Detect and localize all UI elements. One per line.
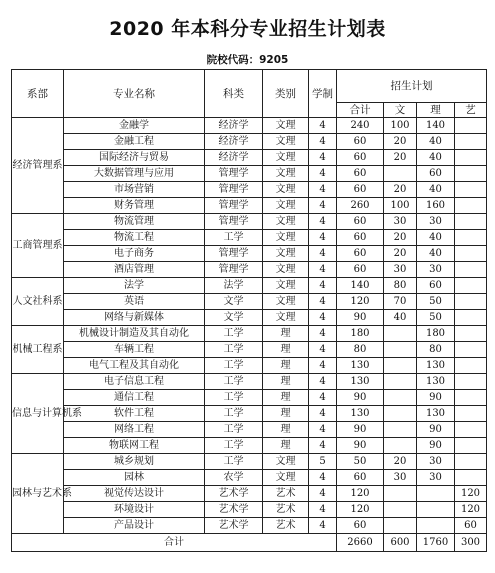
category-cell: 管理学 [205, 214, 263, 230]
type-cell: 艺术 [263, 502, 309, 518]
science-cell: 180 [417, 326, 455, 342]
length-cell: 4 [309, 150, 337, 166]
science-cell: 50 [417, 310, 455, 326]
length-cell: 4 [309, 182, 337, 198]
art-cell [455, 470, 487, 486]
arts-cell [384, 518, 417, 534]
total-cell: 60 [337, 262, 384, 278]
table-row [12, 182, 487, 198]
art-cell [455, 182, 487, 198]
table-row [12, 230, 487, 246]
header-category: 科类 [205, 70, 263, 118]
art-cell [455, 134, 487, 150]
total-cell: 140 [337, 278, 384, 294]
total-cell: 130 [337, 406, 384, 422]
total-cell: 240 [337, 118, 384, 134]
length-cell: 4 [309, 502, 337, 518]
art-cell [455, 358, 487, 374]
art-cell [455, 374, 487, 390]
category-cell: 工学 [205, 230, 263, 246]
table-row [12, 518, 487, 534]
arts-cell: 30 [384, 262, 417, 278]
major-name-cell: 大数据管理与应用 [64, 166, 205, 182]
science-cell: 40 [417, 134, 455, 150]
type-cell: 文理 [263, 246, 309, 262]
total-cell: 260 [337, 198, 384, 214]
science-cell: 60 [417, 278, 455, 294]
art-cell: 120 [455, 486, 487, 502]
length-cell: 4 [309, 198, 337, 214]
arts-cell [384, 374, 417, 390]
major-name-cell: 网络工程 [64, 422, 205, 438]
department-cell: 人文社科系 [12, 278, 64, 326]
science-cell: 60 [417, 166, 455, 182]
total-cell: 120 [337, 486, 384, 502]
science-cell: 130 [417, 406, 455, 422]
length-cell: 4 [309, 230, 337, 246]
type-cell: 文理 [263, 134, 309, 150]
type-cell: 理 [263, 326, 309, 342]
arts-cell: 30 [384, 214, 417, 230]
total-cell: 130 [337, 374, 384, 390]
type-cell: 文理 [263, 118, 309, 134]
category-cell: 文学 [205, 310, 263, 326]
length-cell: 4 [309, 438, 337, 454]
major-name-cell: 市场营销 [64, 182, 205, 198]
header-plan: 招生计划 [337, 70, 487, 103]
type-cell: 文理 [263, 278, 309, 294]
arts-cell: 20 [384, 230, 417, 246]
table-row [12, 166, 487, 182]
header-total: 合计 [337, 103, 384, 118]
department-cell: 工商管理系 [12, 214, 64, 278]
science-cell: 40 [417, 182, 455, 198]
total-cell: 90 [337, 422, 384, 438]
type-cell: 文理 [263, 310, 309, 326]
art-cell [455, 326, 487, 342]
table-row [12, 438, 487, 454]
total-cell: 60 [337, 246, 384, 262]
length-cell: 4 [309, 518, 337, 534]
arts-cell: 100 [384, 198, 417, 214]
type-cell: 文理 [263, 198, 309, 214]
major-name-cell: 电气工程及其自动化 [64, 358, 205, 374]
total-cell: 60 [337, 230, 384, 246]
category-cell: 经济学 [205, 134, 263, 150]
category-cell: 工学 [205, 326, 263, 342]
total-label: 合计 [12, 534, 337, 552]
major-name-cell: 软件工程 [64, 406, 205, 422]
major-name-cell: 国际经济与贸易 [64, 150, 205, 166]
art-cell: 120 [455, 502, 487, 518]
type-cell: 文理 [263, 150, 309, 166]
category-cell: 艺术学 [205, 502, 263, 518]
science-cell: 80 [417, 342, 455, 358]
grand-total: 2660 [337, 534, 384, 552]
science-cell: 90 [417, 438, 455, 454]
science-cell: 30 [417, 470, 455, 486]
department-cell: 信息与计算机系 [12, 374, 64, 454]
total-cell: 120 [337, 502, 384, 518]
major-name-cell: 电子信息工程 [64, 374, 205, 390]
header-major: 专业名称 [64, 70, 205, 118]
major-name-cell: 视觉传达设计 [64, 486, 205, 502]
header-science: 理 [417, 103, 455, 118]
length-cell: 4 [309, 214, 337, 230]
length-cell: 4 [309, 310, 337, 326]
table-row [12, 342, 487, 358]
science-cell [417, 502, 455, 518]
arts-cell [384, 502, 417, 518]
total-cell: 50 [337, 454, 384, 470]
type-cell: 文理 [263, 454, 309, 470]
major-name-cell: 物流管理 [64, 214, 205, 230]
length-cell: 4 [309, 278, 337, 294]
category-cell: 艺术学 [205, 486, 263, 502]
major-name-cell: 通信工程 [64, 390, 205, 406]
category-cell: 艺术学 [205, 518, 263, 534]
major-name-cell: 环境设计 [64, 502, 205, 518]
table-row [12, 470, 487, 486]
major-name-cell: 车辆工程 [64, 342, 205, 358]
science-cell: 130 [417, 358, 455, 374]
total-cell: 120 [337, 294, 384, 310]
length-cell: 4 [309, 358, 337, 374]
type-cell: 文理 [263, 294, 309, 310]
category-cell: 工学 [205, 342, 263, 358]
arts-cell [384, 422, 417, 438]
grand-total-arts: 600 [384, 534, 417, 552]
total-row [12, 534, 487, 552]
major-name-cell: 产品设计 [64, 518, 205, 534]
table-header-row [12, 70, 487, 103]
total-cell: 60 [337, 214, 384, 230]
category-cell: 文学 [205, 294, 263, 310]
total-cell: 90 [337, 310, 384, 326]
category-cell: 管理学 [205, 182, 263, 198]
type-cell: 理 [263, 342, 309, 358]
arts-cell: 30 [384, 470, 417, 486]
arts-cell [384, 406, 417, 422]
science-cell: 40 [417, 150, 455, 166]
category-cell: 经济学 [205, 118, 263, 134]
category-cell: 工学 [205, 438, 263, 454]
length-cell: 4 [309, 166, 337, 182]
science-cell: 30 [417, 262, 455, 278]
major-name-cell: 法学 [64, 278, 205, 294]
science-cell: 130 [417, 374, 455, 390]
art-cell [455, 214, 487, 230]
total-cell: 60 [337, 182, 384, 198]
science-cell: 90 [417, 422, 455, 438]
art-cell [455, 454, 487, 470]
total-cell: 80 [337, 342, 384, 358]
category-cell: 管理学 [205, 246, 263, 262]
table-row [12, 326, 487, 342]
art-cell [455, 422, 487, 438]
total-cell: 90 [337, 390, 384, 406]
type-cell: 理 [263, 438, 309, 454]
type-cell: 艺术 [263, 486, 309, 502]
table-row [12, 246, 487, 262]
table-row [12, 294, 487, 310]
table-row [12, 150, 487, 166]
major-name-cell: 物联网工程 [64, 438, 205, 454]
arts-cell: 40 [384, 310, 417, 326]
total-cell: 60 [337, 166, 384, 182]
science-cell [417, 518, 455, 534]
arts-cell [384, 486, 417, 502]
major-name-cell: 物流工程 [64, 230, 205, 246]
major-name-cell: 财务管理 [64, 198, 205, 214]
length-cell: 4 [309, 470, 337, 486]
total-cell: 60 [337, 150, 384, 166]
table-row [12, 454, 487, 470]
arts-cell: 20 [384, 134, 417, 150]
science-cell: 160 [417, 198, 455, 214]
length-cell: 4 [309, 486, 337, 502]
art-cell [455, 246, 487, 262]
major-name-cell: 英语 [64, 294, 205, 310]
category-cell: 工学 [205, 422, 263, 438]
art-cell [455, 166, 487, 182]
science-cell: 30 [417, 214, 455, 230]
table-row [12, 118, 487, 134]
school-code: 院校代码：9205 [206, 54, 289, 66]
science-cell: 30 [417, 454, 455, 470]
length-cell: 4 [309, 390, 337, 406]
total-cell: 180 [337, 326, 384, 342]
grand-total-art: 300 [455, 534, 487, 552]
art-cell [455, 390, 487, 406]
art-cell [455, 198, 487, 214]
department-cell: 园林与艺术系 [12, 454, 64, 534]
art-cell [455, 278, 487, 294]
type-cell: 文理 [263, 214, 309, 230]
art-cell [455, 438, 487, 454]
major-name-cell: 城乡规划 [64, 454, 205, 470]
arts-cell: 80 [384, 278, 417, 294]
arts-cell: 20 [384, 454, 417, 470]
major-name-cell: 酒店管理 [64, 262, 205, 278]
type-cell: 文理 [263, 470, 309, 486]
arts-cell [384, 166, 417, 182]
length-cell: 4 [309, 262, 337, 278]
length-cell: 4 [309, 406, 337, 422]
category-cell: 管理学 [205, 262, 263, 278]
length-cell: 4 [309, 246, 337, 262]
total-cell: 60 [337, 518, 384, 534]
category-cell: 经济学 [205, 150, 263, 166]
table-row [12, 214, 487, 230]
category-cell: 农学 [205, 470, 263, 486]
art-cell [455, 310, 487, 326]
table-row [12, 390, 487, 406]
arts-cell: 20 [384, 246, 417, 262]
page-title: 2020 年本科分专业招生计划表 [109, 18, 386, 40]
grand-total-science: 1760 [417, 534, 455, 552]
total-cell: 90 [337, 438, 384, 454]
major-name-cell: 电子商务 [64, 246, 205, 262]
art-cell [455, 406, 487, 422]
type-cell: 文理 [263, 166, 309, 182]
major-name-cell: 网络与新媒体 [64, 310, 205, 326]
science-cell: 40 [417, 230, 455, 246]
length-cell: 4 [309, 118, 337, 134]
department-cell: 机械工程系 [12, 326, 64, 374]
total-cell: 60 [337, 134, 384, 150]
category-cell: 工学 [205, 390, 263, 406]
table-row [12, 374, 487, 390]
category-cell: 工学 [205, 358, 263, 374]
length-cell: 4 [309, 342, 337, 358]
department-cell: 经济管理系 [12, 118, 64, 214]
table-body [12, 118, 487, 534]
length-cell: 4 [309, 134, 337, 150]
table-row [12, 358, 487, 374]
major-name-cell: 园林 [64, 470, 205, 486]
arts-cell [384, 438, 417, 454]
length-cell: 4 [309, 374, 337, 390]
major-name-cell: 金融工程 [64, 134, 205, 150]
art-cell: 60 [455, 518, 487, 534]
arts-cell [384, 358, 417, 374]
table-row [12, 422, 487, 438]
length-cell: 4 [309, 422, 337, 438]
art-cell [455, 262, 487, 278]
table-row [12, 278, 487, 294]
length-cell: 4 [309, 294, 337, 310]
type-cell: 理 [263, 406, 309, 422]
table-row [12, 198, 487, 214]
type-cell: 文理 [263, 262, 309, 278]
table-row [12, 486, 487, 502]
art-cell [455, 230, 487, 246]
type-cell: 理 [263, 358, 309, 374]
art-cell [455, 342, 487, 358]
major-name-cell: 金融学 [64, 118, 205, 134]
header-type: 类别 [263, 70, 309, 118]
type-cell: 理 [263, 422, 309, 438]
header-length: 学制 [309, 70, 337, 118]
length-cell: 5 [309, 454, 337, 470]
length-cell: 4 [309, 326, 337, 342]
total-cell: 130 [337, 358, 384, 374]
type-cell: 文理 [263, 230, 309, 246]
arts-cell: 20 [384, 150, 417, 166]
table-row [12, 134, 487, 150]
table-row [12, 406, 487, 422]
arts-cell [384, 326, 417, 342]
arts-cell: 70 [384, 294, 417, 310]
art-cell [455, 294, 487, 310]
enrollment-plan-table [11, 69, 487, 552]
science-cell: 140 [417, 118, 455, 134]
major-name-cell: 机械设计制造及其自动化 [64, 326, 205, 342]
header-arts: 文 [384, 103, 417, 118]
science-cell [417, 486, 455, 502]
type-cell: 文理 [263, 182, 309, 198]
table-row [12, 502, 487, 518]
table-row [12, 262, 487, 278]
header-department: 系部 [12, 70, 64, 118]
science-cell: 40 [417, 246, 455, 262]
category-cell: 工学 [205, 374, 263, 390]
category-cell: 工学 [205, 406, 263, 422]
table-row [12, 310, 487, 326]
category-cell: 管理学 [205, 166, 263, 182]
type-cell: 艺术 [263, 518, 309, 534]
science-cell: 90 [417, 390, 455, 406]
type-cell: 理 [263, 374, 309, 390]
arts-cell: 20 [384, 182, 417, 198]
science-cell: 50 [417, 294, 455, 310]
arts-cell [384, 342, 417, 358]
total-cell: 60 [337, 470, 384, 486]
category-cell: 法学 [205, 278, 263, 294]
art-cell [455, 118, 487, 134]
category-cell: 管理学 [205, 198, 263, 214]
type-cell: 理 [263, 390, 309, 406]
arts-cell [384, 390, 417, 406]
category-cell: 工学 [205, 454, 263, 470]
header-art: 艺 [455, 103, 487, 118]
art-cell [455, 150, 487, 166]
arts-cell: 100 [384, 118, 417, 134]
